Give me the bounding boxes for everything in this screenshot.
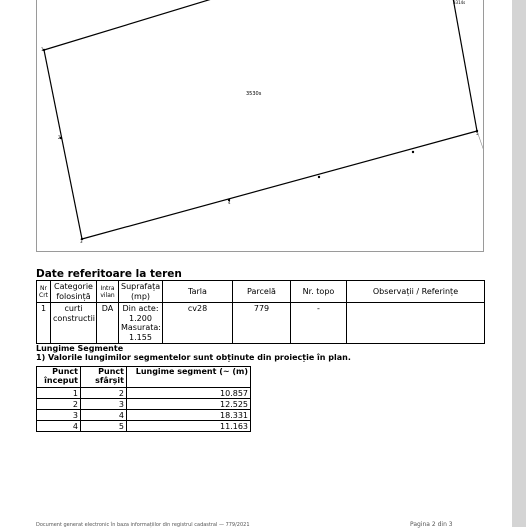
cell-end: 5	[81, 421, 127, 432]
vertex-marker	[412, 151, 414, 153]
parcel-area-label: 3530s	[246, 91, 262, 97]
col-header-nr-crt: Nr Crt	[37, 281, 51, 303]
cell-end: 4	[81, 410, 127, 421]
vertex-label: 2	[58, 135, 61, 140]
suprafata-acte: Din acte: 1.200	[122, 304, 159, 323]
parcel-boundary-south	[82, 131, 477, 239]
segments-title: Lungime Segmente	[36, 344, 124, 353]
vertex-label: 4	[228, 200, 231, 205]
col-header-end: Punct sfârșit	[81, 367, 127, 388]
cell-tarla: cv28	[163, 303, 233, 344]
vertex-marker	[318, 176, 320, 178]
land-data-table	[36, 280, 485, 344]
table-header-row	[37, 281, 485, 303]
footer-note: Document generat electronic în baza informațiilor din registrul cadastral — 779/2021	[36, 522, 250, 528]
parcel-plan-drawing	[37, 0, 484, 252]
neighbor-parcel-label: 3314s	[453, 0, 466, 5]
cell-observatii	[347, 303, 485, 344]
cell-intravilan: DA	[97, 303, 119, 344]
land-data-title: Date referitoare la teren	[36, 268, 182, 280]
cell-suprafata	[119, 303, 163, 344]
table-row	[37, 303, 485, 344]
suprafata-masurata: Masurata: 1.155	[121, 323, 161, 342]
parcel-boundary	[44, 0, 215, 50]
page-number: Pagina 2 din 3	[410, 521, 453, 528]
table-header-row	[37, 367, 251, 388]
cell-nr-topo: -	[291, 303, 347, 344]
cell-parcela: 779	[233, 303, 291, 344]
col-header-intravilan: Intra vilan	[97, 281, 119, 303]
segments-table	[36, 366, 251, 432]
cell-end: 2	[81, 388, 127, 399]
cell-categorie: curti constructii	[51, 303, 97, 344]
cell-start: 3	[37, 410, 81, 421]
table-row	[37, 388, 251, 399]
cell-start: 2	[37, 399, 81, 410]
col-header-suprafata: Suprafața (mp)	[119, 281, 163, 303]
cell-end: 3	[81, 399, 127, 410]
col-header-parcela: Parcelă	[233, 281, 291, 303]
col-header-categorie: Categorie folosință	[51, 281, 97, 303]
parcel-plan	[36, 0, 484, 252]
table-row	[37, 399, 251, 410]
table-row	[37, 421, 251, 432]
table-row	[37, 410, 251, 421]
vertex-label: 3	[80, 239, 83, 244]
cell-length: 12.525	[127, 399, 251, 410]
cell-length: 18.331	[127, 410, 251, 421]
cell-start: 4	[37, 421, 81, 432]
cell-length: 10.857	[127, 388, 251, 399]
cell-start: 1	[37, 388, 81, 399]
cell-length: 11.163	[127, 421, 251, 432]
col-header-start: Punct început	[37, 367, 81, 388]
vertex-label: 5	[476, 131, 479, 136]
col-header-observatii: Observații / Referințe	[347, 281, 485, 303]
col-header-nr-topo: Nr. topo	[291, 281, 347, 303]
col-header-length: Lungime segment (~ (m)	[127, 367, 251, 388]
cell-nr-crt: 1	[37, 303, 51, 344]
vertex-label: 1	[41, 47, 44, 52]
col-header-tarla: Tarla	[163, 281, 233, 303]
parcel-boundary-east	[453, 0, 477, 131]
parcel-boundary-west	[44, 50, 82, 239]
segments-subtitle: 1) Valorile lungimilor segmentelor sunt obținute din proiecție în plan.	[36, 353, 351, 362]
vertical-scrollbar[interactable]	[512, 0, 526, 527]
